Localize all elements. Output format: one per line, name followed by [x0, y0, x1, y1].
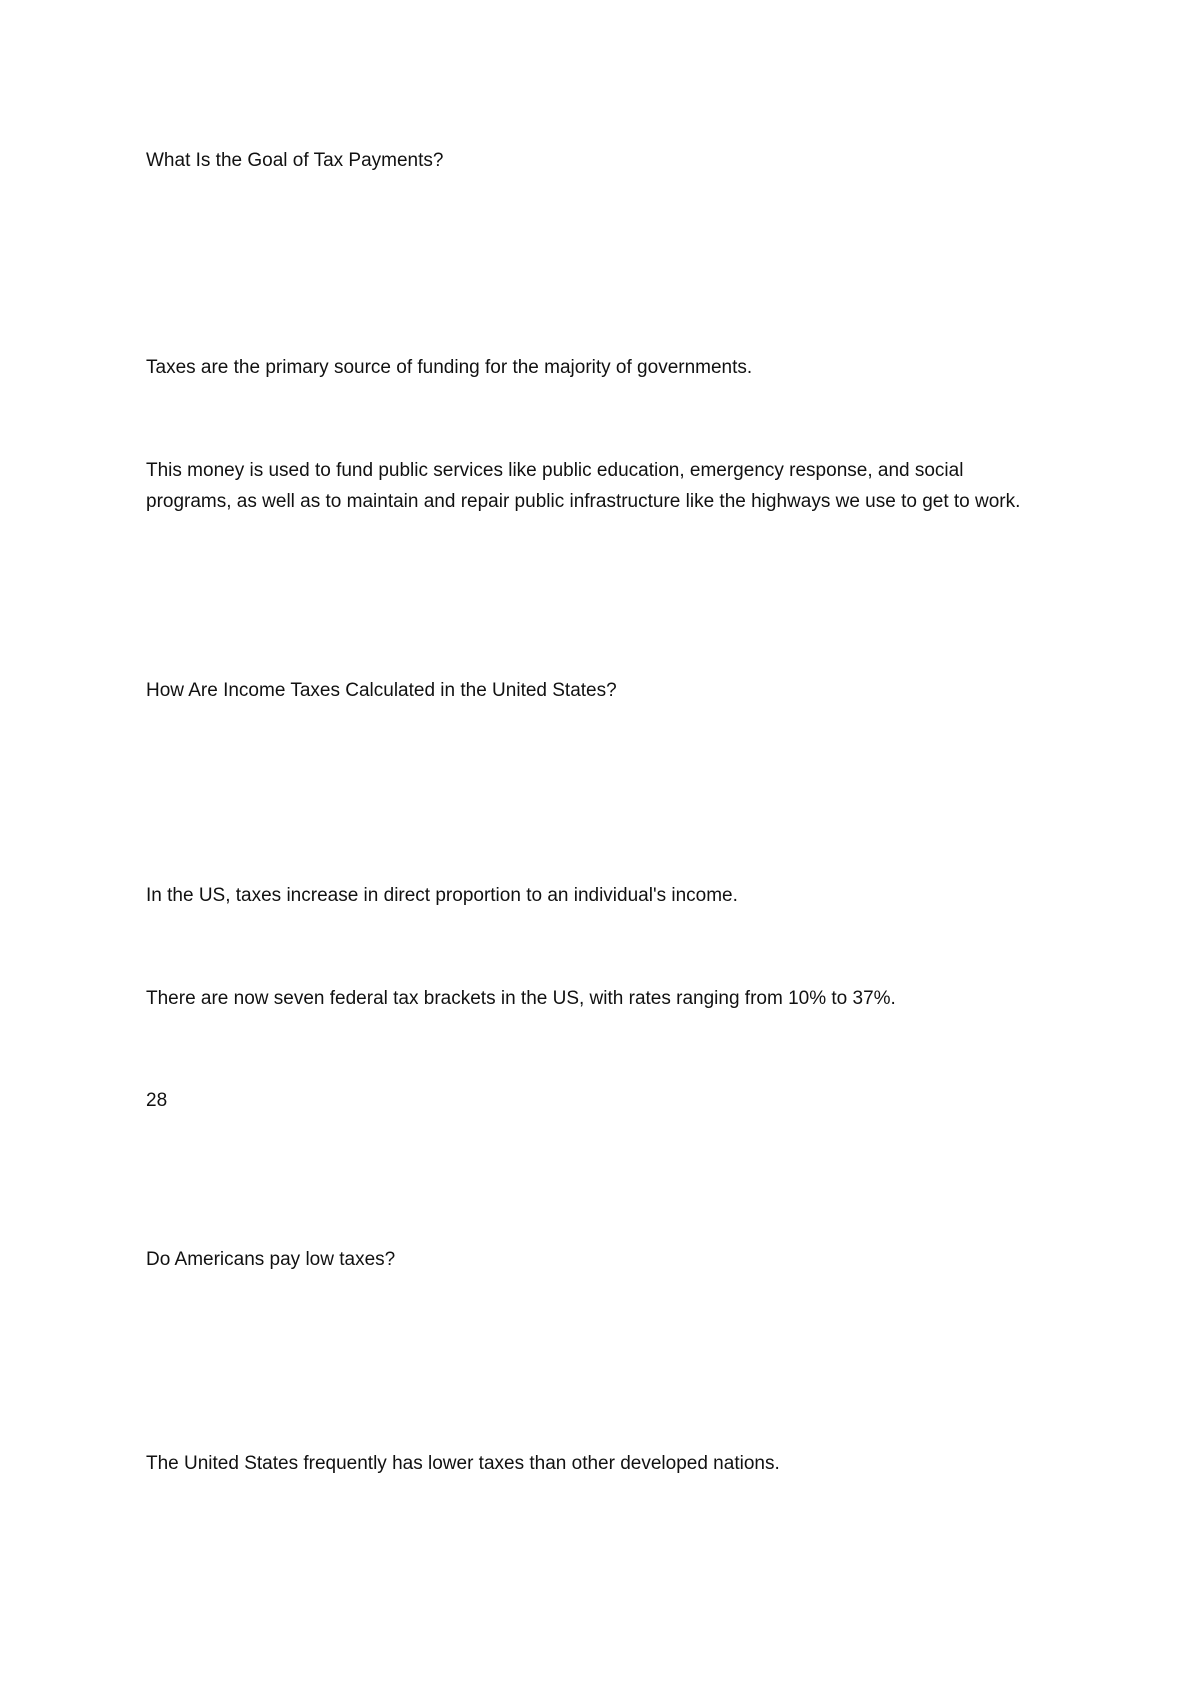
heading-income-tax-calculation: How Are Income Taxes Calculated in the United States? — [146, 680, 617, 701]
paragraph-funding-source: Taxes are the primary source of funding for the majority of governments. — [146, 357, 753, 378]
paragraph-tax-brackets: There are now seven federal tax brackets in the US, with rates ranging from 10% to 37%. — [146, 988, 896, 1009]
page-number: 28 — [146, 1090, 168, 1111]
heading-americans-low-taxes: Do Americans pay low taxes? — [146, 1249, 396, 1270]
paragraph-money-use: This money is used to fund public services like public education, emergency response, and social programs, as well as to maintain and repair public infrastructure like the highways we use to get to work. — [146, 460, 1021, 512]
heading-goal-of-tax-payments: What Is the Goal of Tax Payments? — [146, 150, 444, 171]
paragraph-lower-taxes: The United States frequently has lower taxes than other developed nations. — [146, 1453, 780, 1474]
paragraph-tax-proportion: In the US, taxes increase in direct proportion to an individual's income. — [146, 885, 738, 906]
